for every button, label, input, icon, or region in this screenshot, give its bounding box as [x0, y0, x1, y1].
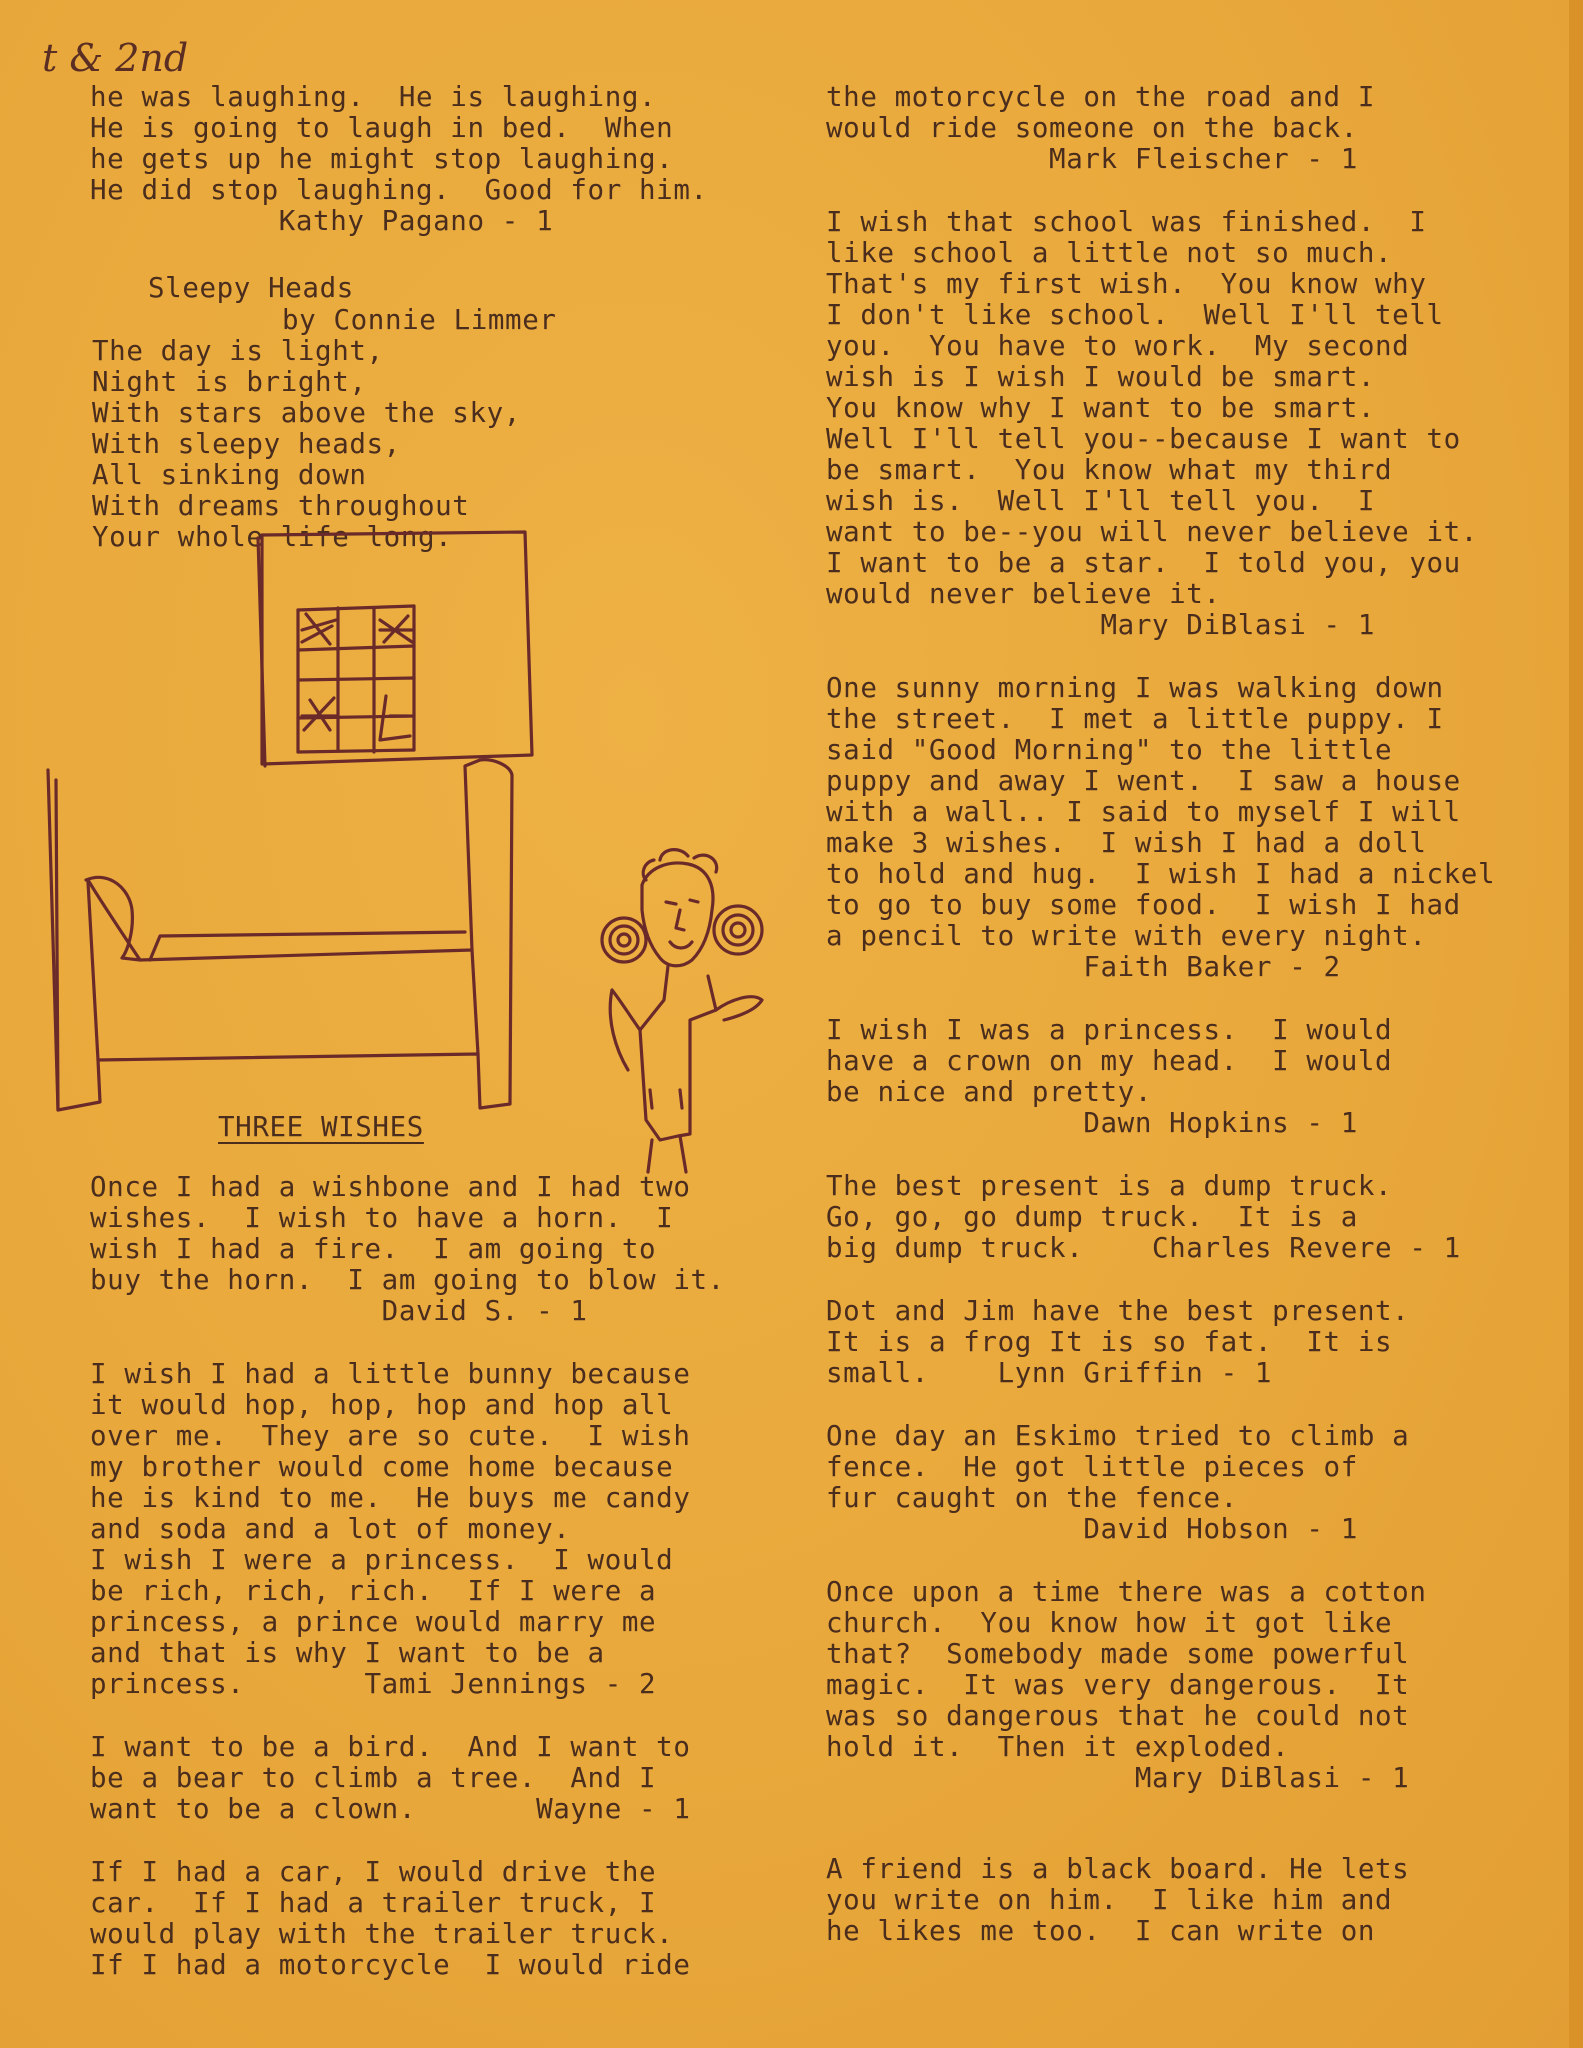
- text-line: magic. It was very dangerous. It: [826, 1669, 1410, 1701]
- text-line: puppy and away I went. I saw a house: [826, 765, 1461, 797]
- author-line: Faith Baker - 2: [826, 951, 1341, 983]
- story-mary-diblasi-wish: [826, 207, 1566, 641]
- text-line: he is kind to me. He buys me candy: [90, 1482, 691, 1514]
- text-line: he was laughing. He is laughing.: [90, 81, 657, 113]
- girl-drawing: [602, 850, 762, 1172]
- text-line: wish I had a fire. I am going to: [90, 1233, 657, 1265]
- text-line: wishes. I wish to have a horn. I: [90, 1202, 674, 1234]
- text-line: he gets up he might stop laughing.: [90, 143, 674, 175]
- text-line: You know why I want to be smart.: [826, 392, 1376, 424]
- text-line: was so dangerous that he could not: [826, 1700, 1410, 1732]
- author-line: David S. - 1: [90, 1295, 588, 1327]
- text-line: to go to buy some food. I wish I had: [826, 889, 1461, 921]
- text-line: and that is why I want to be a: [90, 1637, 605, 1669]
- text-line: the motorcycle on the road and I: [826, 81, 1376, 113]
- text-line: Once I had a wishbone and I had two: [90, 1171, 691, 1203]
- bed-drawing: [48, 760, 512, 1110]
- text-line: hold it. Then it exploded.: [826, 1731, 1290, 1763]
- text-line: church. You know how it got like: [826, 1607, 1393, 1639]
- text-line: said "Good Morning" to the little: [826, 734, 1393, 766]
- story-kathy: [90, 82, 790, 237]
- text-line: make 3 wishes. I wish I had a doll: [826, 827, 1427, 859]
- story-faith-baker: [826, 673, 1566, 983]
- story-david-s: [90, 1172, 790, 1327]
- story-tami: [90, 1359, 790, 1700]
- text-line: a pencil to write with every night.: [826, 920, 1427, 952]
- text-line: it would hop, hop, hop and hop all: [90, 1389, 674, 1421]
- text-line: I wish that school was finished. I: [826, 206, 1427, 238]
- text-line: be smart. You know what my third: [826, 454, 1393, 486]
- child-drawing-bed-window-girl: [40, 530, 780, 1180]
- window-drawing: [258, 532, 532, 766]
- text-line: over me. They are so cute. I wish: [90, 1420, 691, 1452]
- text-line: be rich, rich, rich. If I were a: [90, 1575, 657, 1607]
- three-wishes-heading: THREE WISHES: [218, 1111, 424, 1143]
- text-line: my brother would come home because: [90, 1451, 674, 1483]
- story-black-board: [826, 1854, 1566, 1947]
- text-line: I want to be a bird. And I want to: [90, 1731, 691, 1763]
- text-line: The best present is a dump truck.: [826, 1170, 1393, 1202]
- text-line: have a crown on my head. I would: [826, 1045, 1393, 1077]
- text-line: be nice and pretty.: [826, 1076, 1152, 1108]
- author-line: Mark Fleischer - 1: [826, 143, 1358, 175]
- text-line: He is going to laugh in bed. When: [90, 112, 674, 144]
- text-line: like school a little not so much.: [826, 237, 1393, 269]
- poem-line: With sleepy heads,: [92, 428, 401, 460]
- text-line: princess, a prince would marry me: [90, 1606, 657, 1638]
- text-line: princess. Tami Jennings - 2: [90, 1668, 657, 1700]
- text-line: big dump truck. Charles Revere - 1: [826, 1232, 1461, 1264]
- poem-line: With stars above the sky,: [92, 397, 521, 429]
- text-line: One sunny morning I was walking down: [826, 672, 1444, 704]
- text-line: fur caught on the fence.: [826, 1482, 1238, 1514]
- story-wayne: [90, 1732, 790, 1825]
- text-line: and soda and a lot of money.: [90, 1513, 571, 1545]
- author-line: Mary DiBlasi - 1: [826, 1762, 1410, 1794]
- text-line: fence. He got little pieces of: [826, 1451, 1358, 1483]
- text-line: wish is I wish I would be smart.: [826, 361, 1376, 393]
- text-line: you write on him. I like him and: [826, 1884, 1393, 1916]
- story-cotton-church: [826, 1577, 1566, 1794]
- text-line: you. You have to work. My second: [826, 330, 1410, 362]
- text-line: Well I'll tell you--because I want to: [826, 423, 1461, 455]
- author-line: Dawn Hopkins - 1: [826, 1107, 1358, 1139]
- text-line: would play with the trailer truck.: [90, 1918, 674, 1950]
- text-line: wish is. Well I'll tell you. I: [826, 485, 1376, 517]
- text-line: I wish I were a princess. I would: [90, 1544, 674, 1576]
- text-line: the street. I met a little puppy. I: [826, 703, 1444, 735]
- poem-body: [92, 336, 521, 553]
- poem-line: Your whole life long.: [92, 521, 453, 553]
- text-line: would never believe it.: [826, 578, 1221, 610]
- text-line: Go, go, go dump truck. It is a: [826, 1201, 1358, 1233]
- story-charles-revere: [826, 1171, 1566, 1264]
- text-line: be a bear to climb a tree. And I: [90, 1762, 657, 1794]
- poem-title: Sleepy Heads: [148, 272, 354, 304]
- text-line: It is a frog It is so fat. It is: [826, 1326, 1393, 1358]
- author-line: David Hobson - 1: [826, 1513, 1358, 1545]
- text-line: I want to be a star. I told you, you: [826, 547, 1461, 579]
- story-car: [90, 1857, 790, 1981]
- text-line: car. If I had a trailer truck, I: [90, 1887, 657, 1919]
- text-line: he likes me too. I can write on: [826, 1915, 1376, 1947]
- text-line: would ride someone on the back.: [826, 112, 1358, 144]
- text-line: buy the horn. I am going to blow it.: [90, 1264, 725, 1296]
- text-line: A friend is a black board. He lets: [826, 1853, 1410, 1885]
- text-line: want to be a clown. Wayne - 1: [90, 1793, 691, 1825]
- text-line: If I had a motorcycle I would ride: [90, 1949, 691, 1981]
- poem-line: With dreams throughout: [92, 490, 470, 522]
- right-column-stories: [826, 82, 1566, 1947]
- text-line: If I had a car, I would drive the: [90, 1856, 657, 1888]
- author-line: Kathy Pagano - 1: [90, 205, 554, 237]
- text-line: that? Somebody made some powerful: [826, 1638, 1410, 1670]
- story-dawn-hopkins: [826, 1015, 1566, 1139]
- text-line: to hold and hug. I wish I had a nickel: [826, 858, 1496, 890]
- story-lynn-griffin: [826, 1296, 1566, 1389]
- story-mark-fleischer: [826, 82, 1566, 175]
- text-line: small. Lynn Griffin - 1: [826, 1357, 1273, 1389]
- handwritten-note: t & 2nd: [42, 36, 189, 80]
- text-line: I wish I was a princess. I would: [826, 1014, 1393, 1046]
- text-line: I wish I had a little bunny because: [90, 1358, 691, 1390]
- poem-line: The day is light,: [92, 335, 384, 367]
- poem-byline: by Connie Limmer: [282, 304, 557, 336]
- text-line: with a wall.. I said to myself I will: [826, 796, 1461, 828]
- text-line: Dot and Jim have the best present.: [826, 1295, 1410, 1327]
- text-line: Once upon a time there was a cotton: [826, 1576, 1427, 1608]
- text-line: want to be--you will never believe it.: [826, 516, 1478, 548]
- author-line: Mary DiBlasi - 1: [826, 609, 1376, 641]
- left-column-stories: [90, 1172, 790, 1981]
- poem-line: All sinking down: [92, 459, 367, 491]
- left-column-top: [90, 82, 790, 237]
- paper-edge: [1569, 0, 1583, 2048]
- text-line: He did stop laughing. Good for him.: [90, 174, 708, 206]
- text-line: One day an Eskimo tried to climb a: [826, 1420, 1410, 1452]
- poem-line: Night is bright,: [92, 366, 367, 398]
- text-line: That's my first wish. You know why: [826, 268, 1427, 300]
- story-david-hobson: [826, 1421, 1566, 1545]
- text-line: I don't like school. Well I'll tell: [826, 299, 1444, 331]
